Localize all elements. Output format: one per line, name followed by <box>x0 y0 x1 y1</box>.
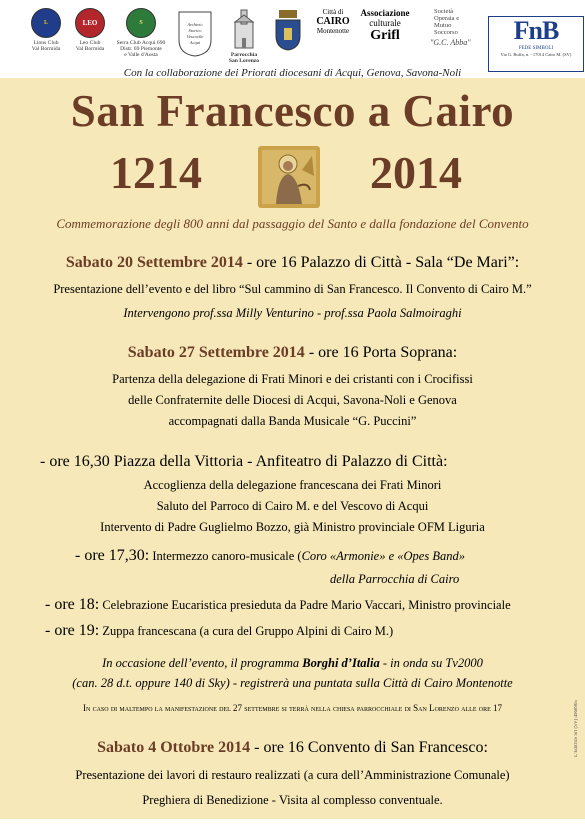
commemoration-subtitle: Commemorazione degli 800 anni dal passaggio del Santo e dalla fondazione del Convento <box>56 216 529 231</box>
event-3-line-3: Intervento di Padre Guglielmo Bozzo, già Ministro provinciale OFM Liguria <box>100 520 485 534</box>
abba-logo <box>418 8 484 46</box>
abba-line2: Operaia e <box>434 15 460 22</box>
grifl-logo <box>356 8 414 44</box>
parrocchia-caption: Parrocchia San Lorenzo <box>228 52 260 65</box>
event-7-date: Sabato 4 Ottobre 2014 <box>97 739 251 756</box>
event-5-line <box>45 597 585 613</box>
event-1-heading <box>0 255 585 270</box>
leo-caption: Leo Club Val Bormida <box>75 40 105 53</box>
event-1-date: Sabato 20 Settembre 2014 <box>65 254 243 271</box>
leo-logo <box>70 8 110 52</box>
saint-francis-image <box>258 146 320 208</box>
event-4-choir: Coro «Armonie» e «Opes Band» <box>301 549 465 563</box>
year-end: 2014 <box>370 147 462 198</box>
event-1-place: - ore 16 Palazzo di Città - Sala “De Mari”: <box>242 254 520 271</box>
tv-note-line-2: (can. 28 d.t. oppure 140 di Sky) - registrerà una puntata sulla Città di Cairo Montenotte <box>72 676 513 690</box>
event-4-line-1 <box>75 548 580 564</box>
serra-logo <box>112 8 170 59</box>
archivio-logo <box>174 8 216 60</box>
main-title: San Francesco a Cairo <box>70 86 515 136</box>
fnb-mark: FnB <box>513 16 559 45</box>
abba-line4: Soccorso <box>434 29 458 36</box>
event-7-line-2: Preghiera di Benedizione - Visita al complesso conventuale. <box>142 793 443 807</box>
event-3-heading: - ore 16,30 Piazza della Vittoria - Anfiteatro di Palazzo di Città: <box>40 453 448 470</box>
lions-caption: Lions Club Val Bormida <box>31 40 61 53</box>
fnb-logo <box>488 16 584 72</box>
cairo-coat-of-arms-icon <box>273 8 303 52</box>
cairo-city-text <box>310 8 356 35</box>
lions-emblem-icon: L <box>31 8 61 38</box>
cairo-line1: Città di <box>322 8 344 16</box>
tv-note-c: - in onda su Tv2000 <box>379 656 483 670</box>
event-2-heading <box>0 345 585 360</box>
fnb-sub: FEDE SIMBOLI <box>518 46 554 51</box>
church-icon <box>229 8 259 50</box>
event-1-line-1: Presentazione dell’evento e del libro “Sul cammino di San Francesco. Il Convento di Cairo M.” <box>53 282 532 296</box>
tv-program-name: Borghi d’Italia <box>302 656 380 670</box>
cairo-logo <box>270 8 306 54</box>
printer-imprint: L’Editrice Srl (SV) 4968965 <box>574 700 579 757</box>
event-7-line-1: Presentazione dei lavori di restauro realizzati (a cura dell’Amministrazione Comunale) <box>75 768 510 782</box>
event-2-line-1: Partenza della delegazione di Frati Minori e dei cristanti con i Crocifissi <box>112 372 473 386</box>
event-2-line-3: accompagnati dalla Banda Musicale “G. Puccini” <box>168 414 417 428</box>
parrocchia-logo <box>222 8 266 65</box>
event-2-place: - ore 16 Porta Soprana: <box>304 344 458 361</box>
event-6-line <box>45 623 585 639</box>
grifl-line3: Grifl <box>370 28 400 43</box>
event-6-text: Zuppa francescana (a cura del Gruppo Alpini di Cairo M.) <box>99 624 394 638</box>
sponsor-logos <box>0 8 585 76</box>
serra-emblem-icon: S <box>126 8 156 38</box>
leo-emblem-icon: LEO <box>75 8 105 38</box>
event-6-time: - ore 19: <box>45 622 100 639</box>
abba-line1: Società <box>434 8 454 15</box>
serra-caption: Serra Club Acqui 690 Distr. 69 Piemonte e Valle d'Aosta <box>116 40 166 59</box>
tv-note-line-1 <box>0 656 585 671</box>
event-4-line-2: della Parrocchia di Cairo <box>330 572 460 586</box>
svg-text:Storico: Storico <box>188 28 202 33</box>
collaboration-line: Con la collaborazione dei Priorati diocesani di Acqui, Genova, Savona-Noli <box>123 67 462 79</box>
svg-text:Vescovile: Vescovile <box>186 34 204 39</box>
year-start: 1214 <box>110 147 202 198</box>
event-7-heading <box>0 740 585 755</box>
cairo-line2: CAIRO <box>316 16 350 27</box>
grifl-line1: Associazione <box>360 8 410 18</box>
lions-logo <box>26 8 66 52</box>
event-3-line-1: Accoglienza della delegazione francescana dei Frati Minori <box>143 478 442 492</box>
event-2-date: Sabato 27 Settembre 2014 <box>127 344 305 361</box>
fnb-address: Via G. Buffa, n. - 17014 Cairo M. (SV) <box>500 52 572 57</box>
event-7-place: - ore 16 Convento di San Francesco: <box>250 739 488 756</box>
tv-note-a: In occasione dell’evento, il programma <box>102 656 303 670</box>
grifl-line2: culturale <box>369 18 401 28</box>
event-1-line-2: Intervengono prof.ssa Milly Venturino - prof.ssa Paola Salmoiraghi <box>123 306 462 320</box>
event-2-line-2: delle Confraternite delle Diocesi di Acqui, Savona-Noli e Genova <box>128 393 457 407</box>
archivio-emblem-icon <box>175 8 215 58</box>
bad-weather-notice: In caso di maltempo la manifestazione del 27 settembre si terrà nella chiesa parrocchiale di San Lorenzo alle ore 17 <box>83 703 502 713</box>
event-3-line-2: Saluto del Parroco di Cairo M. e del Vescovo di Acqui <box>156 499 429 513</box>
svg-text:Archivio: Archivio <box>187 22 203 27</box>
event-4-time: - ore 17,30: <box>75 547 150 564</box>
event-5-time: - ore 18: <box>45 596 100 613</box>
cairo-line3: Montenotte <box>316 27 350 35</box>
event-4-text: Intermezzo canoro-musicale ( <box>149 549 302 563</box>
abba-line3: Mutuo <box>434 22 452 29</box>
event-5-text: Celebrazione Eucaristica presieduta da Padre Mario Vaccari, Ministro provinciale <box>99 598 511 612</box>
svg-text:Acqui: Acqui <box>189 40 201 45</box>
abba-signature: "G.C. Abba" <box>430 38 471 47</box>
